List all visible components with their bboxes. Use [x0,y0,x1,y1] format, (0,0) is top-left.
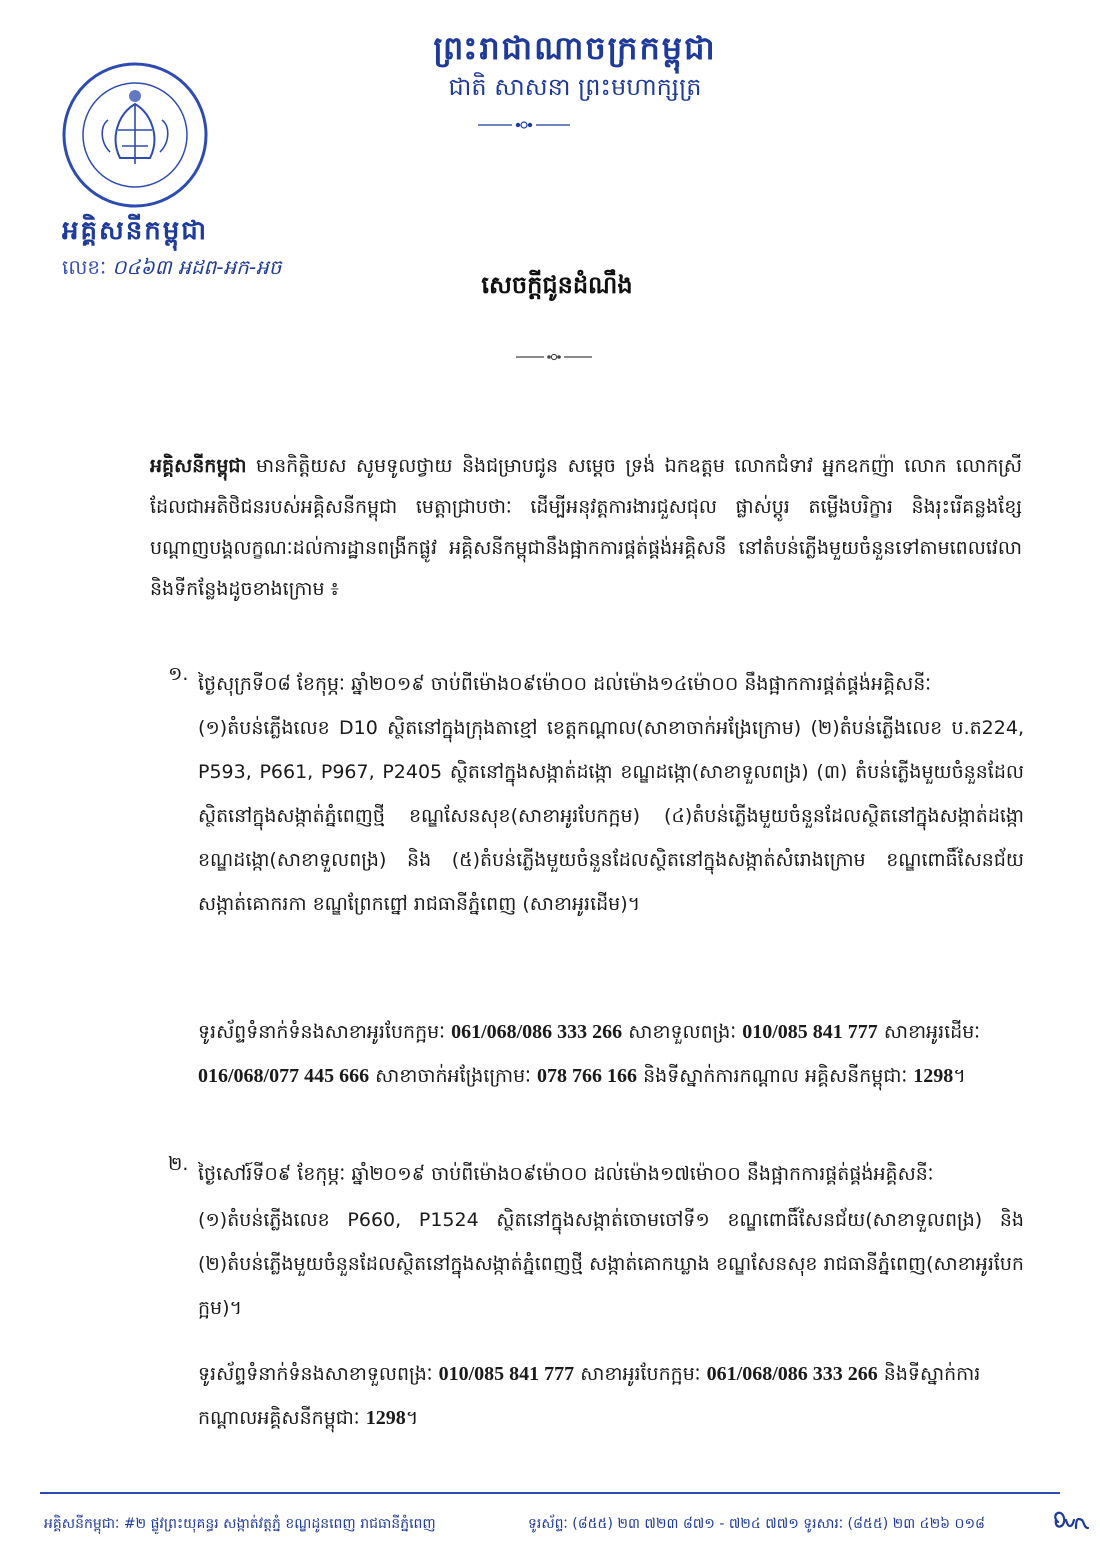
reference-number [62,254,382,284]
intro-paragraph [150,446,1022,610]
phone-number: 1298 [913,1065,954,1087]
document-title: សេចក្តីជូនដំណឹង [481,271,633,299]
title-divider-icon [516,352,592,362]
item-2-heading: ថ្ងៃសៅរ៍ទី០៩ ខែកុម្ភៈ ឆ្នាំ២០១៩ ចាប់ពីម៉ោង០៩ម៉ោ០០ ដល់ម៉ោង១៧ម៉ោ០០ នឹងផ្អាកការផ្គត់ផ្គង់អគ្គិសនីៈ [198,1163,934,1185]
contact-label: សាខាចាក់អង្រែក្រោមៈ [369,1065,538,1087]
footer-address: អគ្គិសនីកម្ពុជាៈ #២ ផ្លូវព្រះយុគន្ធរ សង្កាត់វត្តភ្នំ ខណ្ឌដូនពេញ រាជធានីភ្នំពេញ [44,1516,436,1532]
phone-number: 061/068/086 333 266 [451,1021,623,1043]
item-1-areas: (១)តំបន់ភ្លើងលេខ D10 ស្ថិតនៅក្នុងក្រុងតាខ្មៅ ខេត្តកណ្តាល(សាខាចាក់អង្រែក្រោម) (២)តំបន់ភ្លើងលេខ ប.ត224, P593, P661, P967, P2405 ស្ថិតនៅក្នុងសង្កាត់ដង្កោ ខណ្ឌដង្កោ(សាខាទួលពង្រ) (៣) តំបន់ភ្លើងមួយចំនួនដែលស្ថិតនៅក្នុងសង្កាត់ភ្នំពេញថ្មី ខណ្ឌសែនសុខ(សាខាអូរបែកក្អម) (៤)តំបន់ភ្លើងមួយចំនួនដែលស្ថិតនៅក្នុងសង្កាត់ដង្កោ ខណ្ឌដង្កោ(សាខាទួលពង្រ) និង (៥)តំបន់ភ្លើងមួយចំនួនដែលស្ថិតនៅក្នុងសង្កាត់សំរោងក្រោម ខណ្ឌពោធិ៍សែនជ័យ សង្កាត់គោករកា ខណ្ឌព្រែកព្នៅ រាជធានីភ្នំពេញ (សាខាអូរដើម)។ [198,717,1024,915]
phone-number: 1298 [365,1407,406,1429]
phone-number: 061/068/086 333 266 [706,1363,878,1385]
phone-number: 010/085 841 777 [438,1363,575,1385]
phone-number: 016/068/077 445 666 [198,1065,370,1087]
phone-number: 078 766 166 [537,1065,638,1087]
item-1-contacts [198,1010,1024,1098]
organization-name: អគ្គិសនីកម្ពុជា [62,216,209,246]
kingdom-motto: ជាតិ សាសនា ព្រះមហាក្សត្រ [448,73,702,101]
contact-label: សាខាទួលពង្រៈ [622,1021,743,1043]
intro-lead: អគ្គិសនីកម្ពុជា [150,455,247,477]
contact-label: និងទីស្នាក់ការកណ្តាល អគ្គិសនីកម្ពុជាៈ [637,1065,914,1087]
item-number: ១. [168,663,189,685]
company-seal-icon [60,60,210,210]
end-mark: ។ [405,1407,419,1429]
footer-contact: ទូរស័ព្ទៈ (៨៥៥) ២៣ ៧២៣ ៨៧១ - ៧២៤ ៧៧១ ទូរសារៈ (៨៥៥) ២៣ ៤២៦ ០១៨ [528,1516,985,1532]
contact-label: និងទីស្នាក់ការកណ្តាលអគ្គិសនីកម្ពុជាៈ [198,1363,981,1429]
item-2-areas: (១)តំបន់ភ្លើងលេខ P660, P1524 ស្ថិតនៅក្នុងសង្កាត់ចោមចៅទី១ ខណ្ឌពោធិ៍សែនជ័យ(សាខាទួលពង្រ) និង (២)តំបន់ភ្លើងមួយចំនួនដែលស្ថិតនៅក្នុងសង្កាត់ភ្នំពេញថ្មី សង្កាត់គោកឃ្លាង ខណ្ឌសែនសុខ រាជធានីភ្នំពេញ(សាខាអូរបែកក្អម)។ [198,1209,1024,1319]
contact-label: សាខាអូរបែកក្អមៈ [574,1363,707,1385]
intro-text: មានកិត្តិយស សូមទូលថ្វាយ និងជម្រាបជូន សម្តេច ទ្រង់ ឯកឧត្តម លោកជំទាវ អ្នកឧកញ៉ា លោក លោកស្រី ដែលជាអតិថិជនរបស់អគ្គិសនីកម្ពុជា មេត្តាជ្រាបថាៈ ដើម្បីអនុវត្តការងារជួសជុល ផ្លាស់ប្តូរ តម្លើងបរិក្ខារ និងរុះរើគន្លងខ្សែបណ្តាញបង្គលក្ខណៈដល់ការដ្ឋានពង្រីកផ្លូវ អគ្គិសនីកម្ពុជានឹងផ្អាកការផ្គត់ផ្គង់អគ្គិសនី នៅតំបន់ភ្លើងមួយចំនួនទៅតាមពេលវេលា និងទីកន្លែងដូចខាងក្រោម ៖ [150,455,1023,600]
handwritten-initials-icon [1048,1506,1092,1536]
contact-intro: ទូរស័ព្ទទំនាក់ទំនងសាខាអូរបែកក្អមៈ [198,1021,452,1043]
end-mark: ។ [953,1065,966,1087]
contact-intro: ទូរស័ព្ទទំនាក់ទំនងសាខាទួលពង្រៈ [198,1363,439,1385]
reference-label: លេខៈ [62,255,107,279]
phone-number: 010/085 841 777 [742,1021,878,1043]
contact-label: សាខាអូរដើមៈ [877,1021,981,1043]
kingdom-title: ព្រះរាជាណាចក្រកម្ពុជា [433,29,717,67]
ornament-divider-icon [478,120,570,130]
item-2-contacts [198,1352,1024,1440]
item-1-heading: ថ្ងៃសុក្រទី០៨ ខែកុម្ភៈ ឆ្នាំ២០១៩ ចាប់ពីម៉ោង០៩ម៉ោ០០ ដល់ម៉ោង១៤ម៉ោ០០ នឹងផ្អាកការផ្គត់ផ្គង់អគ្គិសនីៈ [198,673,932,695]
item-number: ២. [168,1153,189,1175]
reference-value: ០៤៦៣ អ​ដ​ព-អក-អ​ច [112,255,282,279]
footer-divider [40,1492,1060,1494]
